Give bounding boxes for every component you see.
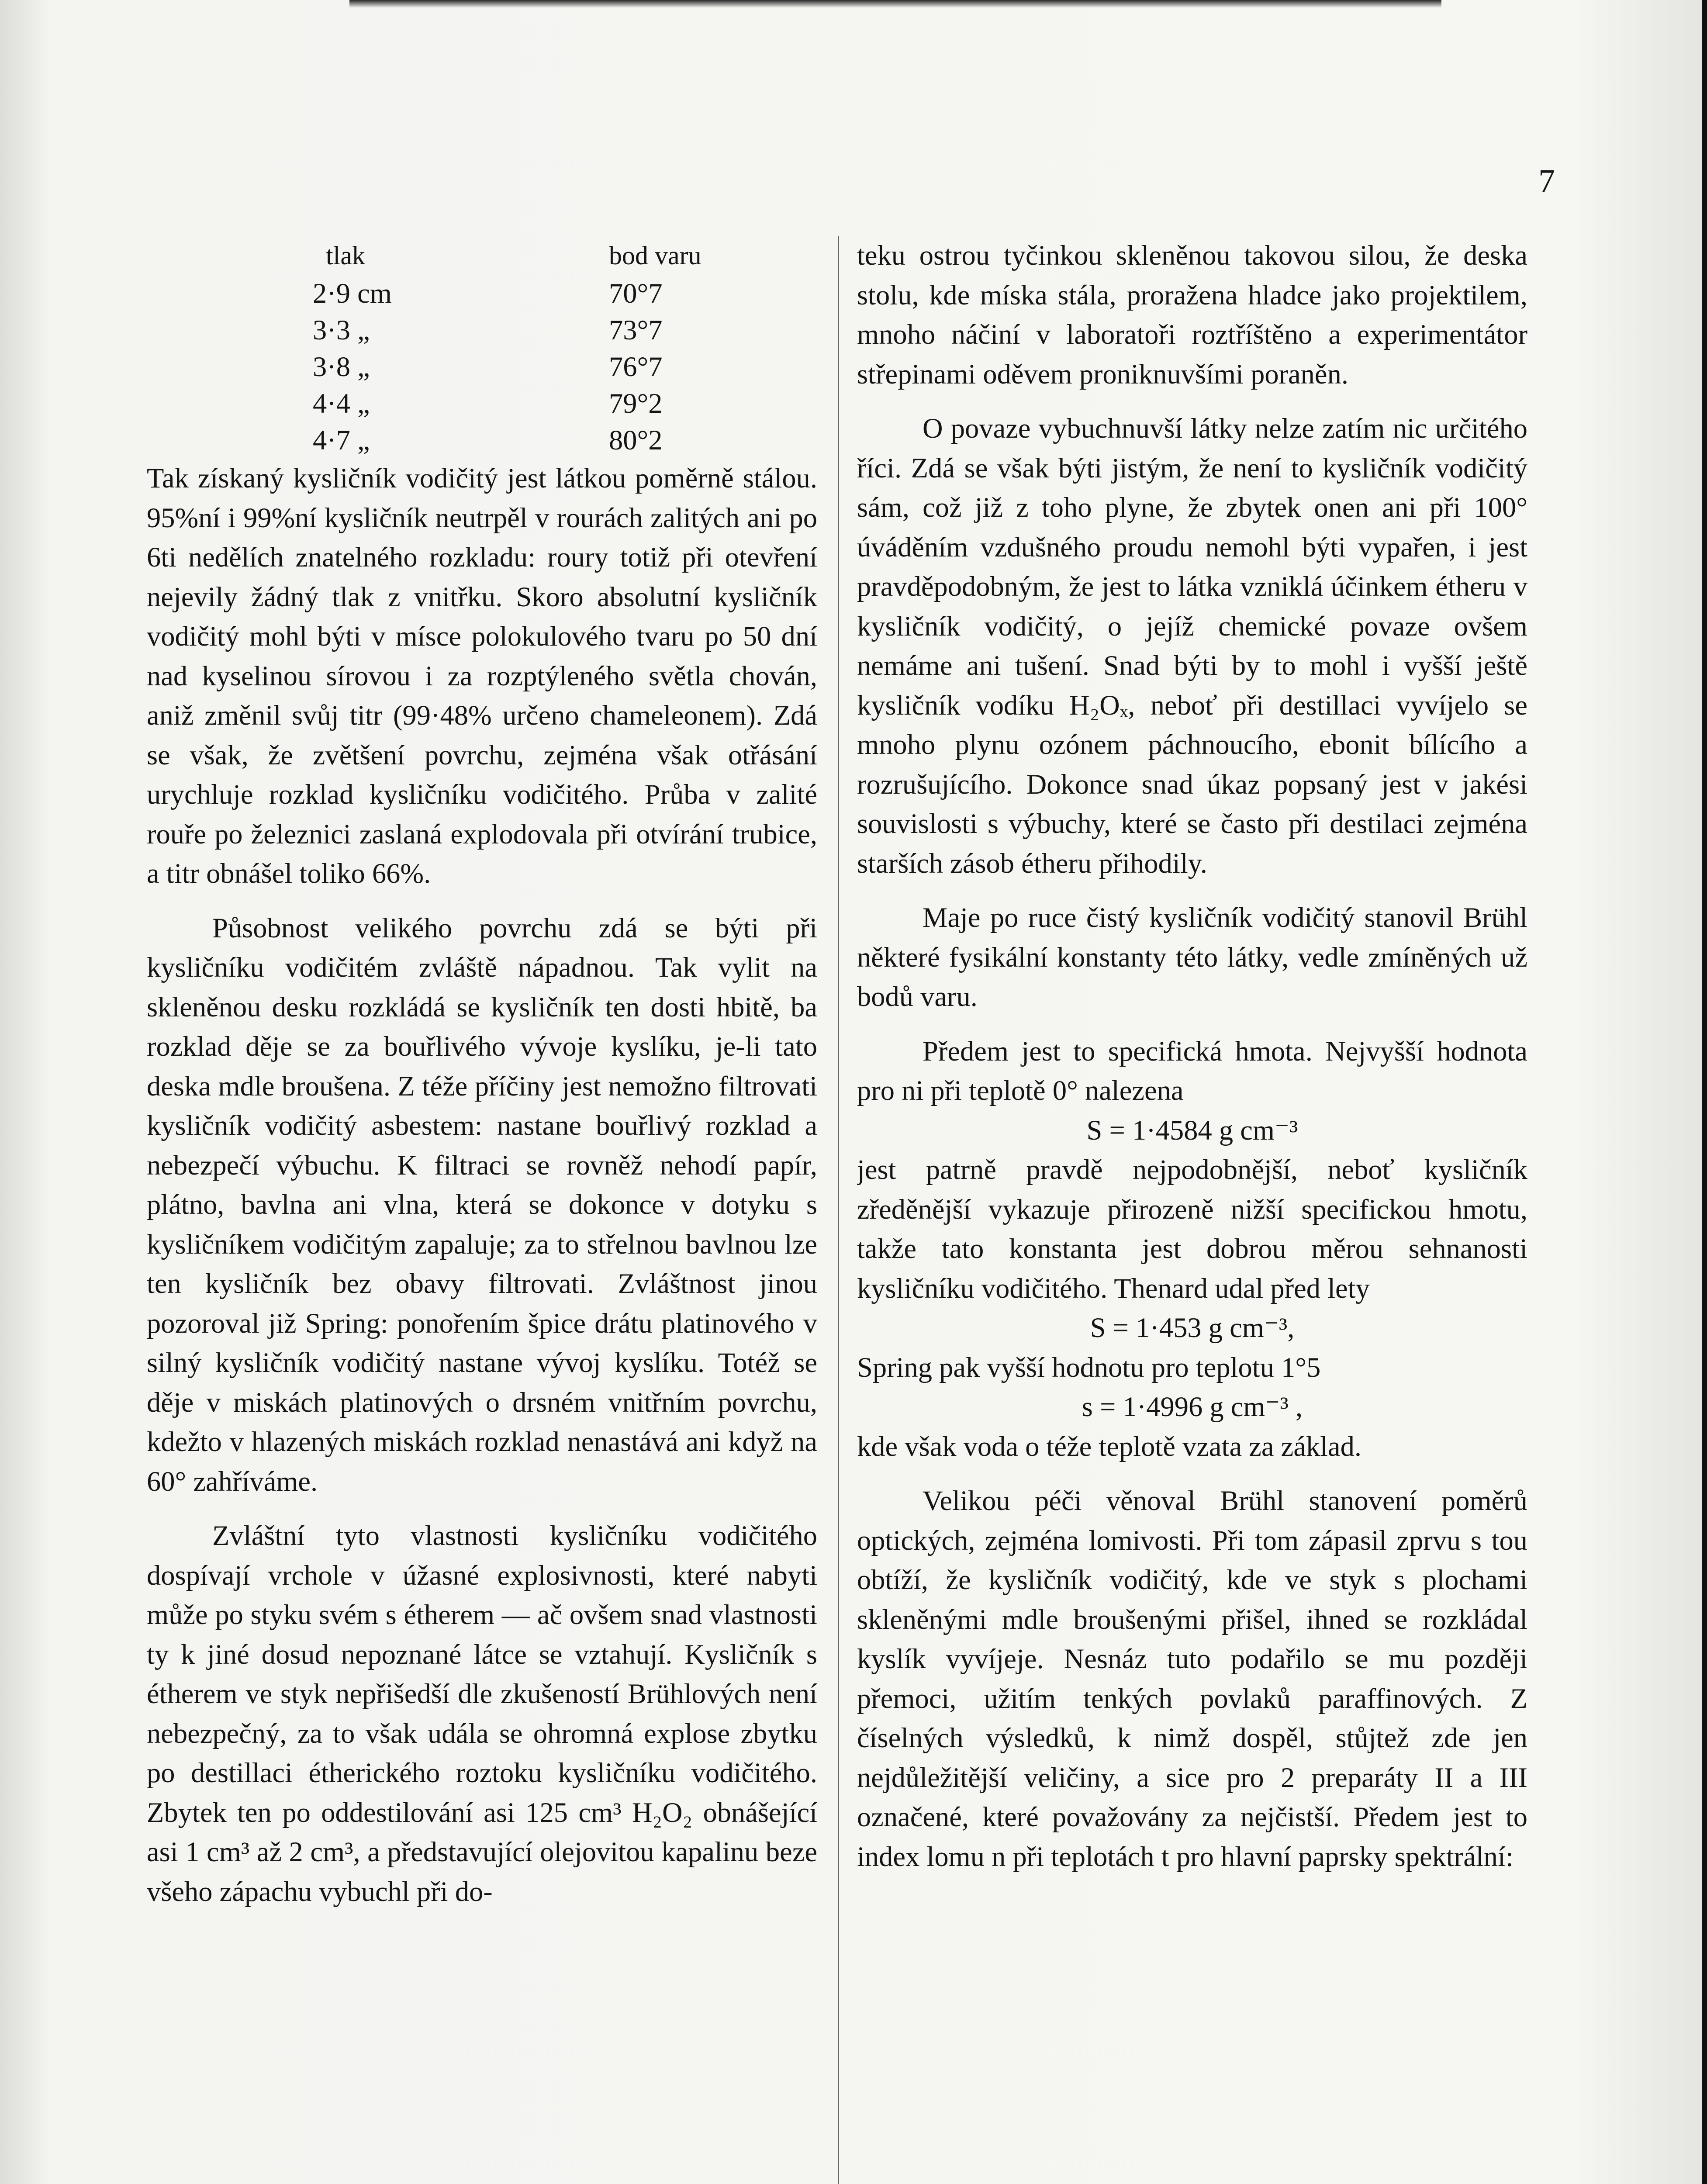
paragraph-explosivity: Zvláštní tyto vlastnosti kysličníku vodičitého dospívají vrchole v úžasné explosivnosti, které nabyti může po styku svém s étherem — ač ovšem snad vlastnosti ty k jiné dosud nepoznané látce se vztahují. Kysličník s étherem ve styk nepřišedší dle zkušeností Brühlových není nebezpečný, za to však udála se ohromná explose zbytku po destillaci étherického roztoku kysličníku vodičitého. Zbytek ten po oddestilování asi 125 cm³ H₂O₂ obnášející asi 1 cm³ až 2 cm³, a představující olejovitou kapalinu beze všeho zápachu vybuchl při do- bbox=[147, 1520, 817, 1907]
paragraph-water-basis: kde však voda o téže teplotě vzata za základ. bbox=[857, 1431, 1362, 1462]
table-row bbox=[287, 422, 771, 459]
table-cell-boiling-point: 76°7 bbox=[609, 351, 663, 382]
formula-density-1: S = 1·4584 g cm⁻³ bbox=[1086, 1114, 1298, 1146]
table-cell-pressure: 4·4 „ bbox=[313, 388, 370, 419]
table-row bbox=[287, 349, 771, 385]
paragraph-physical-constants: Maje po ruce čistý kysličník vodičitý stanovil Brühl některé fysikální konstanty této látky, vedle zmíněných už bodů varu. bbox=[857, 902, 1527, 1012]
table-header-row bbox=[287, 236, 771, 275]
table-row bbox=[287, 312, 771, 349]
paragraph-spring-value: Spring pak vyšší hodnotu pro teplotu 1°5 bbox=[857, 1351, 1321, 1383]
paragraph-specific-mass: Předem jest to specifická hmota. Nejvyšší hodnota pro ni při teplotě 0° nalezena bbox=[857, 1035, 1527, 1106]
paragraph-optical-properties: Velikou péči věnoval Brühl stanovení poměrů optických, zejména lomivosti. Při tom zápasil zprvu s tou obtíží, že kysličník vodičitý, kde ve styk s plochami skleněnými mdle broušenými přišel, ihned se rozkládal kyslík vyvíjeje. Nesnáz tuto podařilo se mu později přemoci, užitím tenkých povlaků paraffinových. Z číselných výsledků, k nimž dospěl, stůjtež zde jen nejdůležitější veličiny, a sice pro 2 preparáty II a III označené, které považovány za nejčistší. Předem jest to index lomu n při teplotách t pro hlavní paprsky spektrální: bbox=[857, 1485, 1527, 1872]
table-cell-boiling-point: 79°2 bbox=[609, 388, 663, 419]
table-cell-pressure: 3·8 „ bbox=[313, 351, 370, 382]
left-column bbox=[147, 236, 817, 2184]
table-cell-pressure: 3·3 „ bbox=[313, 314, 370, 346]
paragraph-nature-of-substance: O povaze vybuchnuvší látky nelze zatím nic určitého říci. Zdá se však býti jistým, že není to kysličník vodičitý sám, což již z toho plyne, že zbytek onen ani při 100° úváděním vzdušného proudu nemohl býti vypařen, i jest pravděpodobným, že jest to látka vzniklá účinkem étheru v kysličník vodičitý, o jejíž chemické povaze ovšem nemáme ani tušení. Snad býti by to mohl i vyšší ještě kysličník vodíku H₂Oₓ, neboť při destillaci vyvíjelo se mnoho plynu ozónem páchnoucího, ebonit bílícího a rozrušujícího. Dokonce snad úkaz popsaný jest v jakési souvislosti s výbuchy, které se často při destilaci zejména starších zásob étheru přihodily. bbox=[857, 413, 1527, 879]
table-cell-boiling-point: 73°7 bbox=[609, 314, 663, 346]
paragraph-explosion-continued: teku ostrou tyčinkou skleněnou takovou silou, že deska stolu, kde míska stála, proražena hladce jako projektilem, mnoho náčiní v laboratoři roztříštěno a experimentátor střepinami oděvem proniknuvšími poraněn. bbox=[857, 240, 1527, 390]
paragraph-stability: Tak získaný kysličník vodičitý jest látkou poměrně stálou. 95%ní i 99%ní kysličník neutrpěl v rourách zalitých ani po 6ti nedělích znatelného rozkladu: roury totiž při otevření nejevily žádný tlak z vnitřku. Skoro absolutní kysličník vodičitý mohl býti v mísce polokulového tvaru po 50 dní nad kyselinou sírovou i za rozptýleného světla chován, aniž změnil svůj titr (99·48% určeno chameleonem). Zdá se však, že zvětšení povrchu, zejména však otřásání urychluje rozklad kysličníku vodičitého. Průba v zalité rouře po železnici zaslaná explodovala při otvírání trubice, a titr obnášel toliko 66%. bbox=[147, 463, 817, 889]
scan-edge-top bbox=[349, 0, 1441, 8]
table-cell-boiling-point: 70°7 bbox=[609, 278, 663, 309]
page-number: 7 bbox=[1538, 163, 1555, 200]
table-row bbox=[287, 275, 771, 312]
right-column bbox=[857, 236, 1527, 2184]
boiling-point-table bbox=[287, 236, 771, 459]
scan-edge-right bbox=[1702, 0, 1707, 2184]
formula-density-2: S = 1·453 g cm⁻³, bbox=[1090, 1312, 1295, 1343]
table-header-boiling-point: bod varu bbox=[609, 241, 701, 270]
table-cell-pressure: 2·9 cm bbox=[313, 278, 392, 309]
table-row bbox=[287, 385, 771, 422]
table-cell-boiling-point: 80°2 bbox=[609, 425, 663, 456]
formula-density-3: s = 1·4996 g cm⁻³ , bbox=[1082, 1391, 1303, 1422]
paragraph-density-comment: jest patrně pravdě nejpodobnější, neboť kysličník zředěnější vykazuje přirozeně nižší specifickou hmotu, takže tato konstanta jest dobrou měrou sehnanosti kysličníku vodičitého. Thenard udal před lety bbox=[857, 1154, 1527, 1304]
table-header-pressure: tlak bbox=[326, 241, 365, 270]
column-divider bbox=[838, 236, 839, 2184]
table-cell-pressure: 4·7 „ bbox=[313, 425, 370, 456]
paragraph-surface-effect: Působnost velikého povrchu zdá se býti při kysličníku vodičitém zvláště nápadnou. Tak vylit na skleněnou desku rozkládá se kysličník ten dosti hbitě, ba rozklad děje se za bouřlivého vývoje kyslíku, je-li tato deska mdle broušena. Z téže příčiny jest nemožno filtrovati kysličník vodičitý asbestem: nastane bouřlivý rozklad a nebezpečí výbuchu. K filtraci se rovněž nehodí papír, plátno, bavlna ani vlna, která se dokonce v dotyku s kysličníkem vodičitým zapaluje; za to střelnou bavlnou lze ten kysličník bez obavy filtrovati. Zvláštnost jinou pozoroval již Spring: ponořením špice drátu platinového v silný kysličník vodičitý nastane vývoj kyslíku. Totéž se děje v miskách platinových o drsném vnitřním povrchu, kdežto v hlazených miskách rozklad nenastává ani když na 60° zahříváme. bbox=[147, 912, 817, 1497]
